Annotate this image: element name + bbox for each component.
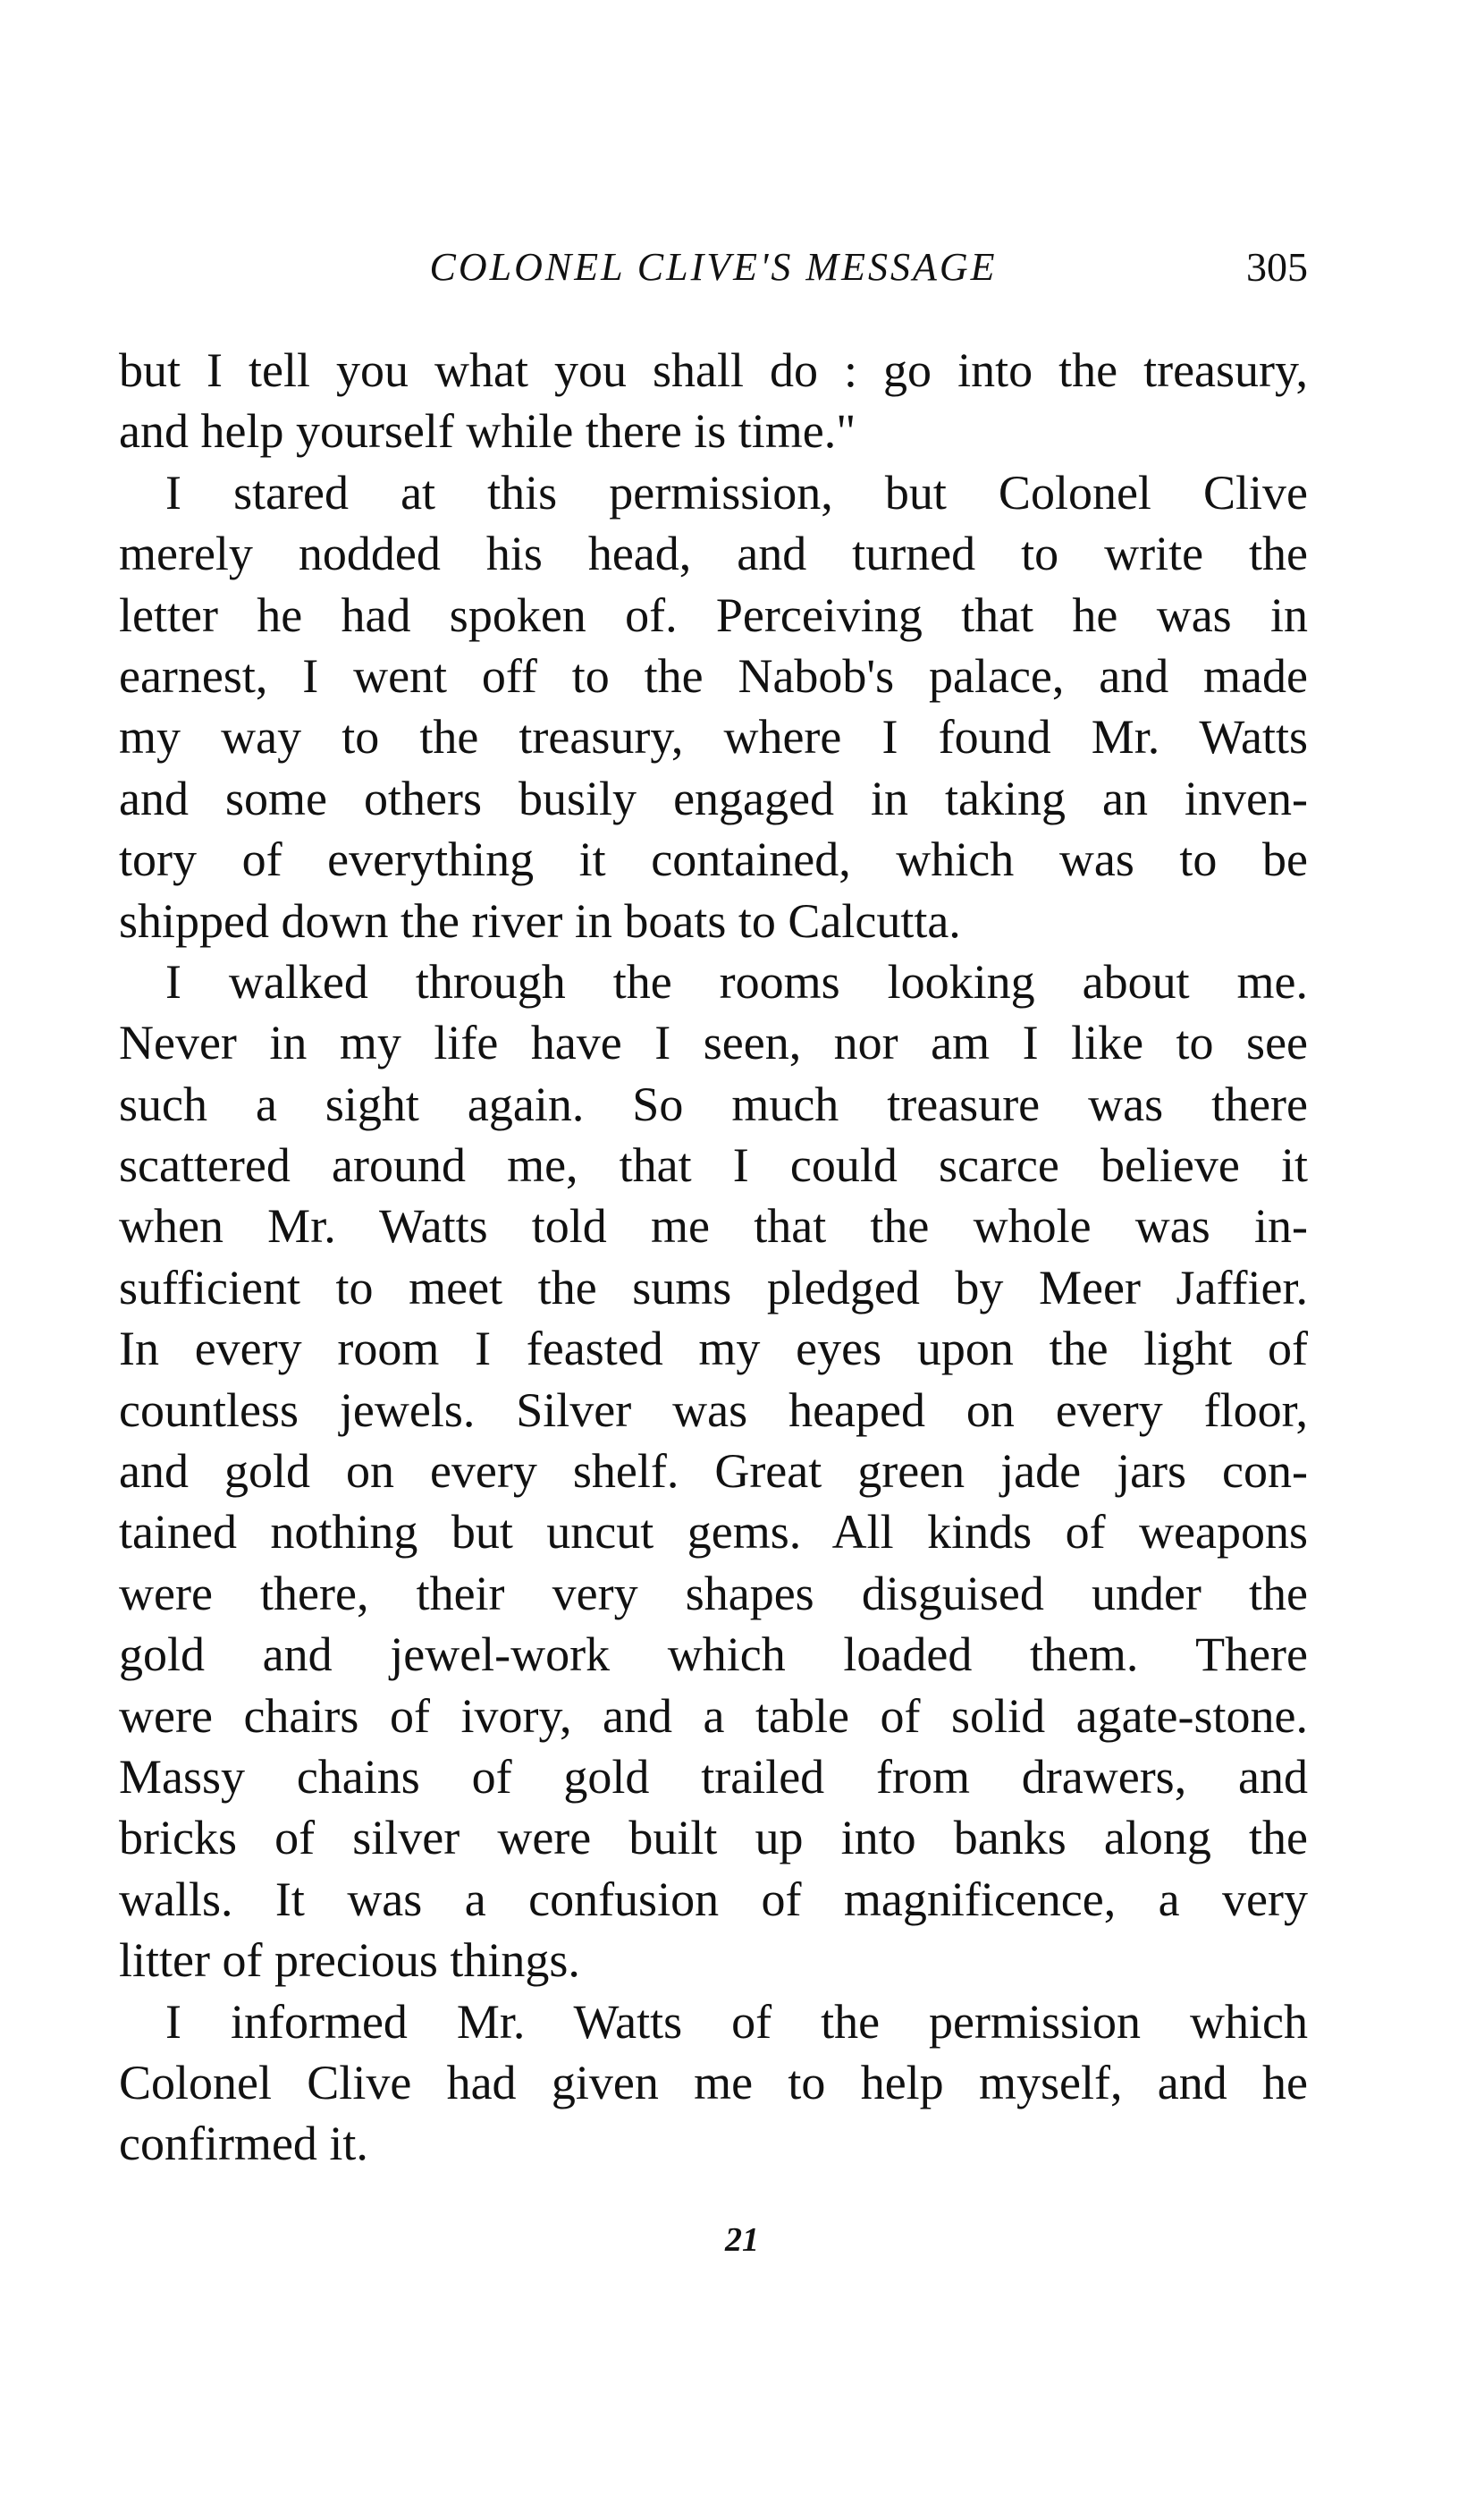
text-line: tory of everything it contained, which was to be xyxy=(119,833,1308,887)
text-line: In every room I feasted my eyes upon the light of xyxy=(119,1322,1308,1376)
text-line: were there, their very shapes disguised under the xyxy=(119,1566,1308,1620)
paragraph xyxy=(119,1991,1308,2175)
text-line: sufficient to meet the sums pledged by Meer Jaffier. xyxy=(119,1260,1308,1314)
text-line: and gold on every shelf. Great green jade jars con- xyxy=(119,1444,1308,1499)
text-line: I informed Mr. Watts of the permission which xyxy=(165,1994,1308,2049)
text-line: Massy chains of gold trailed from drawers, and xyxy=(119,1749,1308,1804)
paragraph xyxy=(119,951,1308,1991)
text-line: Colonel Clive had given me to help myself, and he xyxy=(119,2055,1308,2109)
text-line: I stared at this permission, but Colonel Clive xyxy=(165,465,1308,520)
text-line: such a sight again. So much treasure was there xyxy=(119,1077,1308,1131)
signature-mark: 21 xyxy=(725,2221,759,2259)
text-line: litter of precious things. xyxy=(119,1933,580,1988)
text-line: when Mr. Watts told me that the whole was in- xyxy=(119,1199,1308,1254)
paragraph xyxy=(119,462,1308,951)
text-line: but I tell you what you shall do : go into the treasury, xyxy=(119,343,1308,397)
page-number: 305 xyxy=(1246,244,1308,290)
text-line: letter he had spoken of. Perceiving that he was in xyxy=(119,587,1308,642)
text-line: were chairs of ivory, and a table of solid agate-stone. xyxy=(119,1688,1308,1743)
paragraph xyxy=(119,340,1308,462)
text-line: and help yourself while there is time." xyxy=(119,404,856,459)
text-line: confirmed it. xyxy=(119,2117,368,2171)
text-line: walls. It was a confusion of magnificence, a very xyxy=(119,1872,1308,1926)
text-line: bricks of silver were built up into banks along the xyxy=(119,1811,1308,1865)
text-line: scattered around me, that I could scarce believe it xyxy=(119,1138,1308,1193)
text-line: I walked through the rooms looking about me. xyxy=(165,954,1308,1009)
running-head xyxy=(119,236,1308,299)
text-line: tained nothing but uncut gems. All kinds of weapons xyxy=(119,1505,1308,1560)
text-line: shipped down the river in boats to Calcutta. xyxy=(119,893,961,948)
text-line: earnest, I went off to the Nabob's palace, and made xyxy=(119,648,1308,703)
text-line: and some others busily engaged in taking an inven- xyxy=(119,771,1308,825)
text-line: merely nodded his head, and turned to write the xyxy=(119,527,1308,581)
text-line: Never in my life have I seen, nor am I like to see xyxy=(119,1016,1308,1070)
text-line: gold and jewel-work which loaded them. There xyxy=(119,1627,1308,1682)
body-text xyxy=(119,340,1308,2175)
text-line: my way to the treasury, where I found Mr. Watts xyxy=(119,710,1308,765)
running-title: COLONEL CLIVE'S MESSAGE xyxy=(429,245,998,289)
text-line: countless jewels. Silver was heaped on every floor, xyxy=(119,1382,1308,1437)
